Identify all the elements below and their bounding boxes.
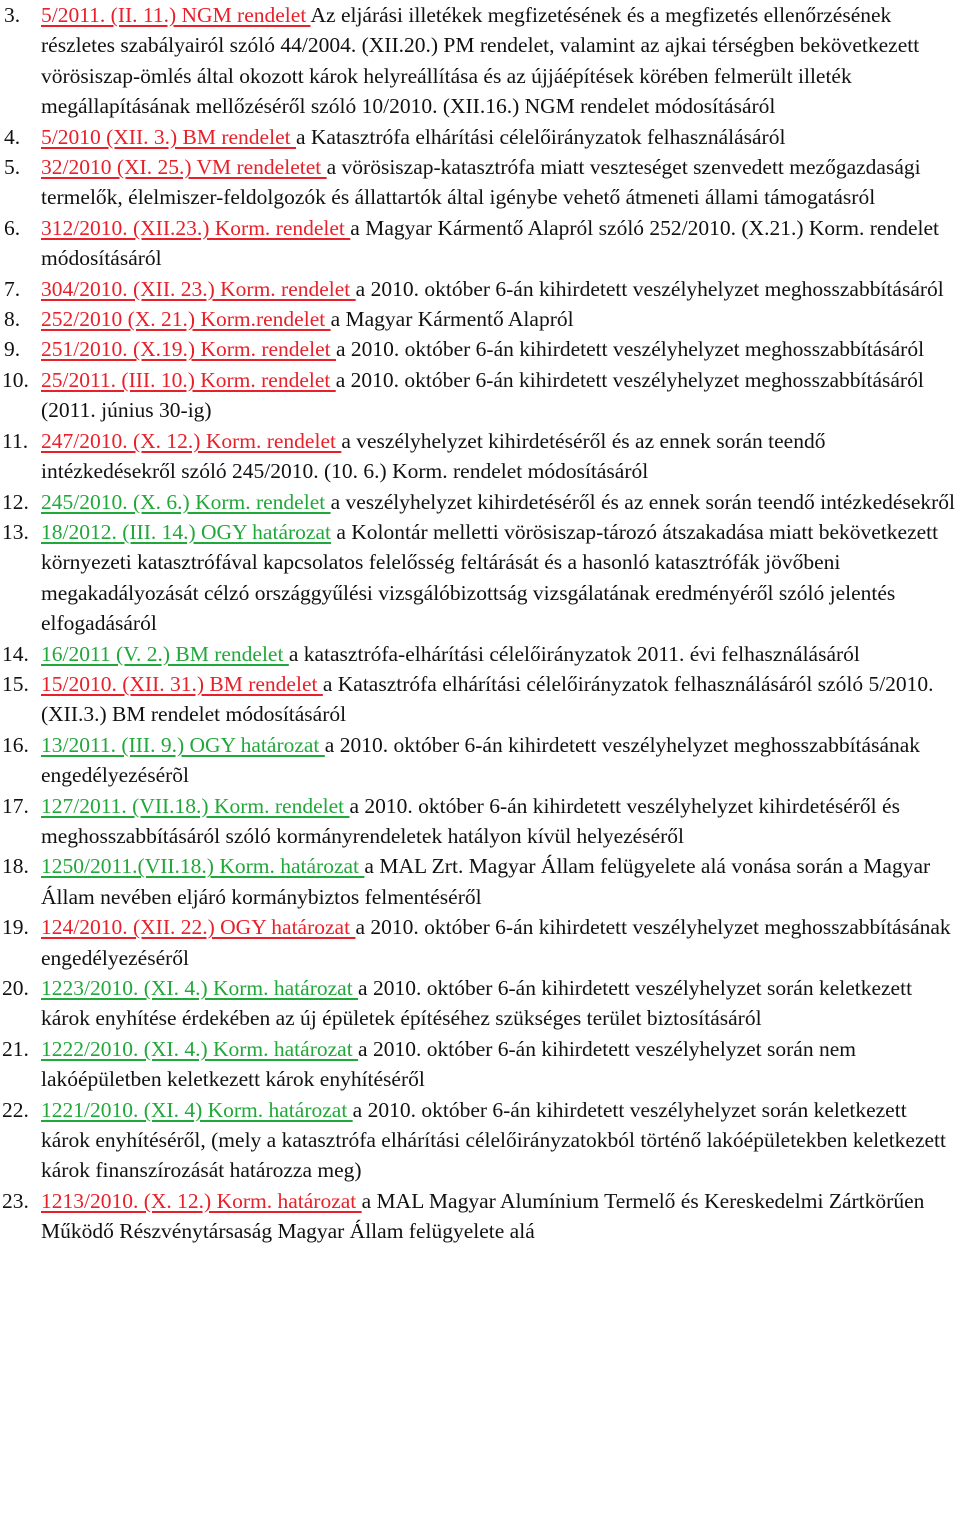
legal-reference-link[interactable]: 1250/2011.(VII.18.) Korm. határozat (41, 854, 365, 879)
item-description: a 2010. október 6-án kihirdetett veszélyhelyzet meghosszabbításáról (2011. június 30-ig) (41, 367, 924, 423)
item-number: 8. (4, 307, 21, 332)
list-item (0, 669, 956, 730)
item-description: a 2010. október 6-án kihirdetett veszélyhelyzet meghosszabbításáról (335, 337, 925, 362)
list-item (0, 0, 956, 122)
item-description: a Katasztrófa elhárítási célelőirányzatok felhasználásáról szóló 5/2010. (XII.3.) BM rendelet módosításáról (41, 671, 934, 727)
item-description: a Katasztrófa elhárítási célelőirányzatok felhasználásáról (295, 124, 786, 149)
item-description: a 2010. október 6-án kihirdetett veszélyhelyzet során keletkezett károk enyhítéséről, (mely a katasztrófa elhárítási célelőirányzatokból történő lakóépületekben keletkezett károk finanszírozását határozza meg) (41, 1097, 946, 1183)
legal-reference-link[interactable]: 25/2011. (III. 10.) Korm. rendelet (41, 367, 336, 392)
legal-reference-link[interactable]: 247/2010. (X. 12.) Korm. rendelet (41, 428, 342, 453)
item-number: 7. (4, 276, 21, 301)
list-item (0, 1186, 956, 1247)
list-item (0, 730, 956, 791)
legal-reference-link[interactable]: 16/2011 (V. 2.) BM rendelet (41, 641, 289, 666)
legal-reference-link[interactable]: 1223/2010. (XI. 4.) Korm. határozat (41, 976, 359, 1000)
legal-reference-link[interactable]: 5/2010 (XII. 3.) BM rendelet (41, 124, 296, 149)
list-item (0, 304, 956, 334)
item-description: a veszélyhelyzet kihirdetéséről és az ennek során teendő intézkedésekről (330, 489, 956, 514)
item-number: 18. (2, 854, 29, 879)
item-number: 16. (2, 732, 29, 757)
legal-reference-link[interactable]: 312/2010. (XII.23.) Korm. rendelet (41, 215, 351, 240)
item-number: 15. (2, 671, 29, 696)
item-description: a 2010. október 6-án kihirdetett veszélyhelyzet meghosszabbításának engedélyezéséről (41, 915, 951, 970)
item-number: 21. (2, 1036, 29, 1061)
item-description: a vörösiszap-katasztrófa miatt veszteséget szenvedett mezőgazdasági termelők, élelmiszer-feldolgozók és állattartók által igénybe vehető átmeneti állami támogatásról (41, 155, 921, 210)
list-item (0, 426, 956, 487)
item-number: 4. (4, 124, 21, 149)
legal-reference-link[interactable]: 251/2010. (X.19.) Korm. rendelet (41, 337, 336, 362)
legal-reference-link[interactable]: 252/2010 (X. 21.) Korm.rendelet (41, 307, 331, 332)
list-item (0, 1034, 956, 1095)
legal-reference-link[interactable]: 32/2010 (XI. 25.) VM rendeletet (41, 155, 327, 180)
list-item (0, 791, 956, 852)
item-description: a Magyar Kármentő Alapról (330, 307, 574, 332)
list-item (0, 334, 956, 364)
item-description: Az eljárási illetékek megfizetésének és a megfizetés ellenőrzésének részletes szabályairól szóló 44/2004. (XII.20.) PM rendelet, valamint az ajkai térségben bekövetkezett vörösiszap-ömlés által okozott károk helyreállítása és az újjáépítések körében felmerült illeték megállapításának mellőzéséről szóló 10/2010. (XII.16.) NGM rendelet módosításáról (41, 3, 920, 119)
item-description: a katasztrófa-elhárítási célelőirányzatok 2011. évi felhasználásáról (288, 641, 860, 666)
item-description: a MAL Magyar Alumínium Termelő és Kereskedelmi Zártkörűen Működő Részvénytársaság Magyar Állam felügyelete alá (41, 1188, 925, 1244)
item-number: 12. (2, 489, 29, 514)
legal-reference-link[interactable]: 13/2011. (III. 9.) OGY határozat (41, 732, 325, 757)
item-description: a 2010. október 6-án kihirdetett veszélyhelyzet meghosszabbításáról (355, 276, 944, 301)
legal-reference-link[interactable]: 18/2012. (III. 14.) OGY határozat (41, 519, 331, 544)
item-number: 9. (4, 337, 21, 362)
item-description: a 2010. október 6-án kihirdetett veszélyhelyzet során keletkezett károk enyhítése érdekében az új épületek építéséhez szükséges terület biztosításáról (41, 976, 913, 1031)
list-item (0, 912, 956, 973)
list-item (0, 1095, 956, 1186)
list-item (0, 213, 956, 274)
legal-reference-link[interactable]: 5/2011. (II. 11.) NGM rendelet (41, 3, 311, 27)
item-description: a 2010. október 6-án kihirdetett veszélyhelyzet kihirdetéséről és meghosszabbításáról szóló kormányrendeletek hatályon kívül helyezéséről (41, 793, 900, 848)
list-item (0, 152, 956, 213)
item-number: 5. (4, 155, 21, 180)
list-item (0, 973, 956, 1034)
item-description: a veszélyhelyzet kihirdetéséről és az ennek során teendő intézkedésekről szóló 245/2010. (10. 6.) Korm. rendelet módosításáról (41, 428, 826, 484)
legal-reference-link[interactable]: 127/2011. (VII.18.) Korm. rendelet (41, 793, 350, 818)
legal-reference-link[interactable]: 1222/2010. (XI. 4.) Korm. határozat (41, 1036, 359, 1061)
item-description: a Magyar Kármentő Alapról szóló 252/2010. (X.21.) Korm. rendelet módosításáról (41, 215, 940, 271)
list-item (0, 487, 956, 517)
legal-reference-link[interactable]: 1213/2010. (X. 12.) Korm. határozat (41, 1188, 362, 1213)
legal-reference-link[interactable]: 245/2010. (X. 6.) Korm. rendelet (41, 489, 331, 514)
item-description: a 2010. október 6-án kihirdetett veszélyhelyzet során nem lakóépületben keletkezett károk enyhítéséről (41, 1036, 856, 1092)
item-description: a 2010. október 6-án kihirdetett veszélyhelyzet meghosszabbításának engedélyezésérõl (41, 732, 921, 788)
list-item (0, 517, 956, 639)
item-description: a MAL Zrt. Magyar Állam felügyelete alá vonása során a Magyar Állam nevében eljáró kormánybiztos felmentéséről (41, 854, 931, 909)
item-number: 22. (2, 1097, 29, 1122)
item-number: 3. (4, 3, 21, 27)
item-number: 23. (2, 1188, 29, 1213)
item-number: 6. (4, 215, 21, 240)
item-number: 11. (2, 428, 29, 453)
legal-reference-link[interactable]: 15/2010. (XII. 31.) BM rendelet (41, 671, 323, 696)
legal-reference-link[interactable]: 1221/2010. (XI. 4) Korm. határozat (41, 1097, 353, 1122)
list-item (0, 274, 956, 304)
item-number: 14. (2, 641, 29, 666)
item-number: 19. (2, 915, 29, 940)
item-number: 10. (2, 367, 29, 392)
list-item (0, 639, 956, 669)
legal-reference-link[interactable]: 304/2010. (XII. 23.) Korm. rendelet (41, 276, 356, 301)
legal-reference-link[interactable]: 124/2010. (XII. 22.) OGY határozat (41, 915, 356, 940)
list-item (0, 365, 956, 426)
list-item (0, 851, 956, 912)
list-item (0, 122, 956, 152)
item-description: a Kolontár melletti vörösiszap-tározó átszakadása miatt bekövetkezett környezeti katasztrófával kapcsolatos felelősség feltárását és a hasonló katasztrófák jövőbeni megakadályozását célzó országgyűlési vizsgálóbizottság vizsgálatának eredményéről szóló jelentés elfogadásáról (41, 519, 939, 636)
item-number: 13. (2, 519, 29, 544)
item-number: 20. (2, 976, 29, 1000)
item-number: 17. (2, 793, 29, 818)
